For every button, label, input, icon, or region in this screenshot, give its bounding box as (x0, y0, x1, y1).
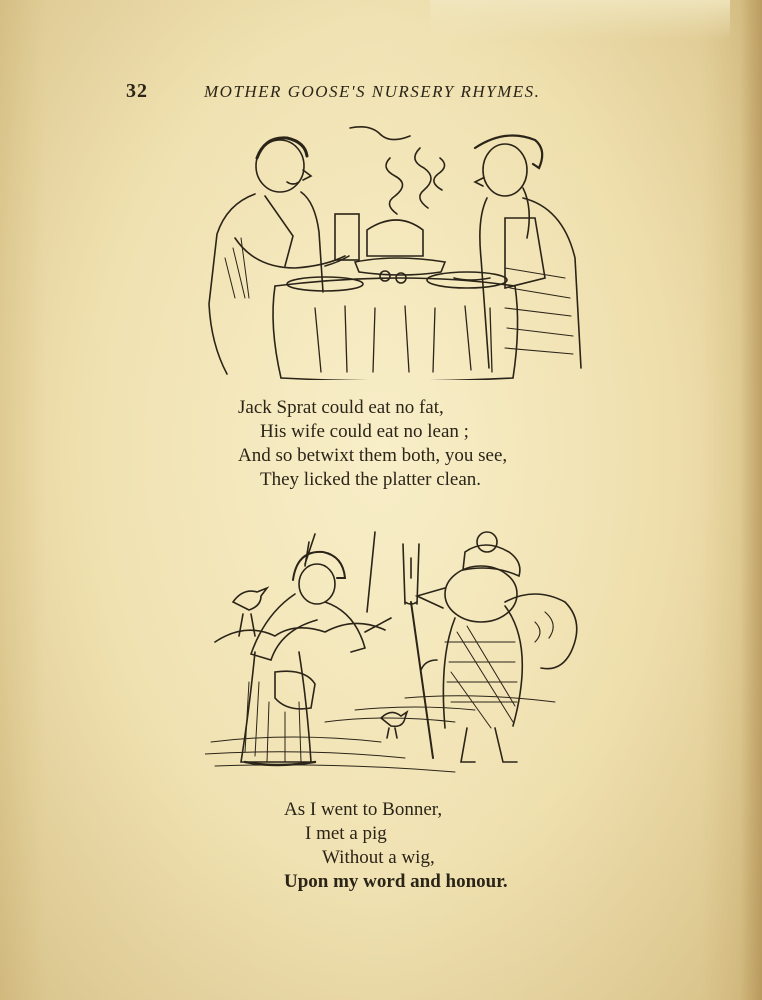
verse-line: Upon my word and honour. (284, 871, 508, 892)
verse-line: As I went to Bonner, (284, 799, 443, 820)
page-edge-shadow (740, 0, 762, 1000)
illustration-jack-sprat (205, 118, 590, 380)
verse-line: Jack Sprat could eat no fat, (238, 397, 444, 418)
verse-line: His wife could eat no lean ; (260, 421, 469, 442)
verse-line: I met a pig (305, 823, 387, 844)
page-number: 32 (126, 80, 148, 102)
verse-line: Without a wig, (322, 847, 435, 868)
running-title: MOTHER GOOSE'S NURSERY RHYMES. (204, 82, 541, 101)
verse-line: And so betwixt them both, you see, (238, 445, 508, 466)
verse-line: They licked the platter clean. (260, 469, 482, 490)
illustration-pig-meeting (205, 522, 590, 780)
